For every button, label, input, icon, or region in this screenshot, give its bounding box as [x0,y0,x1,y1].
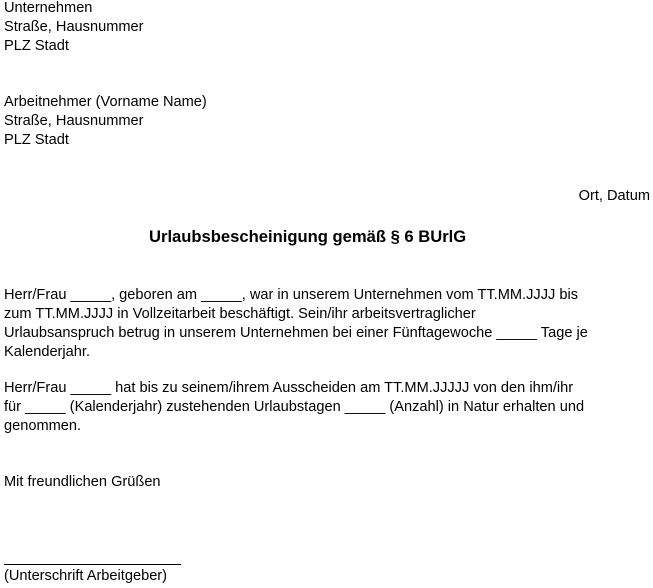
recipient-city: PLZ Stadt [4,132,69,148]
sender-street: Straße, Hausnummer [4,19,144,35]
paragraph-line: genommen. [4,418,82,434]
sender-city: PLZ Stadt [4,38,69,54]
sender-company: Unternehmen [4,0,93,16]
document-title: Urlaubsbescheinigung gemäß § 6 BUrlG [149,227,467,246]
paragraph-line: Herr/Frau _____ hat bis zu seinem/ihrem Ausscheiden am TT.MM.JJJJJ von den ihm/ihr [4,380,574,396]
paragraph-vacation-taken [4,379,644,436]
paragraph-line: Herr/Frau _____, geboren am _____, war in unserem Unternehmen vom TT.MM.JJJJ bis [4,287,579,303]
signature-label: (Unterschrift Arbeitgeber) [4,568,168,584]
recipient-name: Arbeitnehmer (Vorname Name) [4,94,207,110]
recipient-street: Straße, Hausnummer [4,113,144,129]
paragraph-line: Urlaubsanspruch betrug in unserem Unternehmen bei einer Fünftagewoche _____ Tage je [4,325,588,341]
signature-line [4,564,181,565]
closing-greeting: Mit freundlichen Grüßen [4,474,161,490]
paragraph-line: für _____ (Kalenderjahr) zustehenden Urlaubstagen _____ (Anzahl) in Natur erhalten und [4,399,585,415]
recipient-address [4,93,207,150]
paragraph-line: zum TT.MM.JJJJ in Vollzeitarbeit beschäftigt. Sein/ihr arbeitsvertraglicher [4,306,476,322]
sender-address [4,0,144,56]
paragraph-employment [4,286,644,362]
paragraph-line: Kalenderjahr. [4,344,91,360]
place-date: Ort, Datum [578,188,650,204]
